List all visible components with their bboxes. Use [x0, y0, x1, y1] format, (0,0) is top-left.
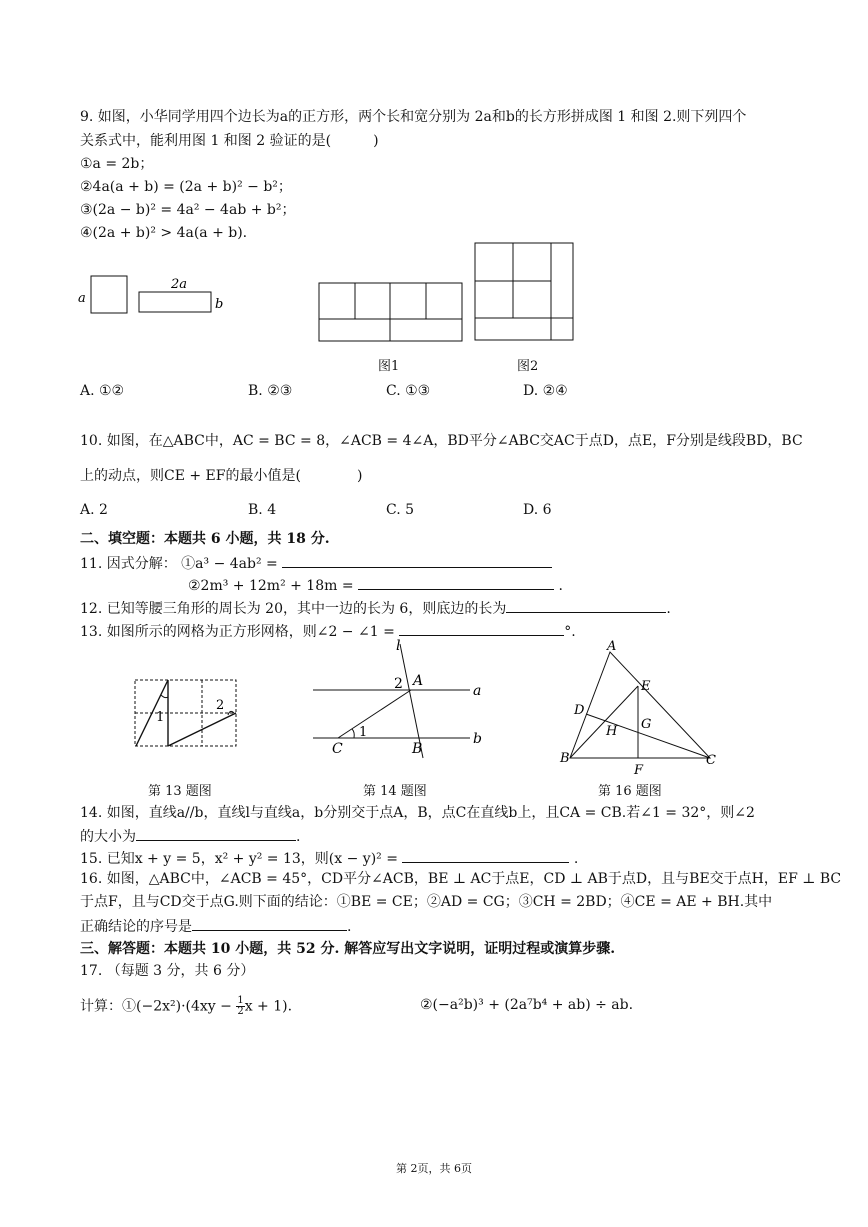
fig14-2: 2 — [394, 676, 403, 692]
fig14-C: C — [332, 741, 343, 757]
q9-line1: 9. 如图，小华同学用四个边长为a的正方形，两个长和宽分别为 2a和b的长方形拼成图 1 和图 2.则下列四个 — [80, 109, 747, 125]
q16-end: . — [347, 919, 352, 935]
fig14-a: a — [473, 683, 482, 699]
q11-item2: ②2m³ + 12m² + 18m = — [188, 578, 354, 594]
q13-blank[interactable] — [399, 621, 564, 636]
q10-line1: 10. 如图，在△ABC中，AC = BC = 8，∠ACB = 4∠A，BD平分∠ABC交AC于点D，点E，F分别是线段BD，BC — [80, 433, 803, 449]
fig16-E: E — [641, 679, 651, 694]
q14-line1: 14. 如图，直线a//b，直线l与直线a，b分别交于点A，B，点C在直线b上，且CA = CB.若∠1 = 32°，则∠2 — [80, 805, 755, 821]
q12-end: . — [666, 601, 671, 617]
q13-text: 13. 如图所示的网格为正方形网格，则∠2 − ∠1 = — [80, 624, 395, 640]
q11-end2: . — [558, 578, 563, 594]
q17-header: 17. （每题 3 分，共 6 分） — [80, 963, 255, 979]
fig16-D: D — [574, 703, 585, 718]
fig14-l: l — [396, 638, 401, 654]
q10-option-d[interactable]: D. 6 — [523, 502, 552, 518]
q16-line1: 16. 如图，△ABC中，∠ACB = 45°，CD平分∠ACB，BE ⊥ AC于点E，CD ⊥ AB于点D，且与BE交于点H，EF ⊥ BC — [80, 871, 842, 887]
section3-heading: 三、解答题：本题共 10 小题，共 52 分. 解答应写出文字说明，证明过程或演算步骤. — [80, 941, 616, 957]
q9-line2: 关系式中，能利用图 1 和图 2 验证的是( ) — [80, 133, 379, 149]
q9-item3: ③(2a − b)² = 4a² − 4ab + b²； — [80, 202, 296, 218]
q11-item1: ①a³ − 4ab² = — [181, 556, 278, 572]
fig16 — [560, 640, 720, 780]
fig13-angle1-label: 1 — [156, 710, 165, 725]
fig14-b: b — [473, 731, 482, 747]
q17-item2: ②(−a²b)³ + (2a⁷b⁴ + ab) ÷ ab. — [420, 997, 634, 1013]
fig13-angle2-label: 2 — [216, 698, 225, 713]
q16-line2: 于点F，且与CD交于点G.则下面的结论：①BE = CE；②AD = CG；③CH = 2BD；④CE = AE + BH.其中 — [80, 894, 773, 910]
q16-blank[interactable] — [192, 916, 347, 931]
fig16-C: C — [706, 753, 716, 768]
q11-blank1[interactable] — [282, 553, 552, 568]
section2-heading: 二、填空题：本题共 6 小题，共 18 分. — [80, 531, 330, 547]
q15-blank[interactable] — [402, 848, 569, 863]
q17-frac-den: 2 — [237, 1006, 244, 1017]
q9-fig1-caption: 图1 — [378, 359, 400, 374]
q9-label-b: b — [215, 297, 224, 312]
fig16-H: H — [606, 724, 618, 739]
q17-calc-suffix: x + 1). — [244, 998, 293, 1015]
q9-figure1 — [318, 282, 464, 344]
q9-option-c[interactable]: C. ①③ — [386, 383, 431, 399]
fig16-A: A — [607, 639, 617, 654]
fig13-caption: 第 13 题图 — [148, 784, 212, 799]
q14-blank[interactable] — [136, 826, 296, 841]
q12-line — [80, 598, 671, 618]
q10-option-b[interactable]: B. 4 — [248, 502, 277, 518]
q15-text: 15. 已知x + y = 5，x² + y² = 13，则(x − y)² = — [80, 851, 398, 867]
fig16-B: B — [560, 751, 570, 766]
q12-text: 12. 已知等腰三角形的周长为 20，其中一边的长为 6，则底边的长为 — [80, 601, 507, 617]
q9-item4: ④(2a + b)² > 4a(a + b). — [80, 225, 248, 241]
q9-option-a[interactable]: A. ①② — [80, 383, 125, 399]
q13-end: °. — [564, 624, 576, 640]
fig16-G: G — [641, 717, 652, 732]
q10-line2: 上的动点，则CE + EF的最小值是( ) — [80, 468, 363, 484]
fig14-A: A — [413, 673, 424, 689]
fig14-1: 1 — [359, 725, 368, 740]
q10-option-c[interactable]: C. 5 — [386, 502, 415, 518]
q9-fig2-caption: 图2 — [517, 359, 539, 374]
q11-line2 — [188, 575, 563, 595]
q9-label-2a: 2a — [171, 277, 188, 292]
q11-blank2[interactable] — [358, 575, 554, 590]
q9-item1: ①a = 2b； — [80, 156, 154, 172]
q11-line1 — [80, 553, 552, 573]
q9-figure2 — [474, 242, 576, 342]
fig14 — [310, 640, 490, 760]
q17-frac-num: 1 — [237, 995, 244, 1006]
q9-label-a: a — [78, 291, 86, 306]
page-footer: 第 2页，共 6页 — [396, 1162, 472, 1175]
q12-blank[interactable] — [506, 598, 666, 613]
q9-item2: ②4a(a + b) = (2a + b)² − b²； — [80, 179, 292, 195]
q16-line3 — [80, 916, 351, 936]
q13-line — [80, 621, 576, 641]
q14-end: . — [296, 829, 301, 845]
fig16-F: F — [634, 763, 644, 778]
q17-calc-prefix: 计算：①(−2x²)·(4xy − — [80, 998, 237, 1015]
fig13 — [134, 679, 238, 749]
q17-fraction — [236, 996, 244, 1017]
fig14-B: B — [412, 741, 423, 757]
q11-prefix: 11. 因式分解： — [80, 556, 177, 572]
q10-option-a[interactable]: A. 2 — [80, 502, 108, 518]
fig16-caption: 第 16 题图 — [598, 784, 662, 799]
q14-line2 — [80, 826, 300, 846]
q15-line — [80, 848, 578, 868]
q9-option-d[interactable]: D. ②④ — [523, 383, 568, 399]
q16-line3-text: 正确结论的序号是 — [80, 919, 192, 935]
q17-item1 — [80, 996, 292, 1017]
q15-end: . — [573, 851, 579, 867]
fig14-caption: 第 14 题图 — [363, 784, 427, 799]
q9-option-b[interactable]: B. ②③ — [248, 383, 293, 399]
q14-line2-text: 的大小为 — [80, 829, 136, 845]
q9-shapes-figure — [75, 270, 235, 320]
